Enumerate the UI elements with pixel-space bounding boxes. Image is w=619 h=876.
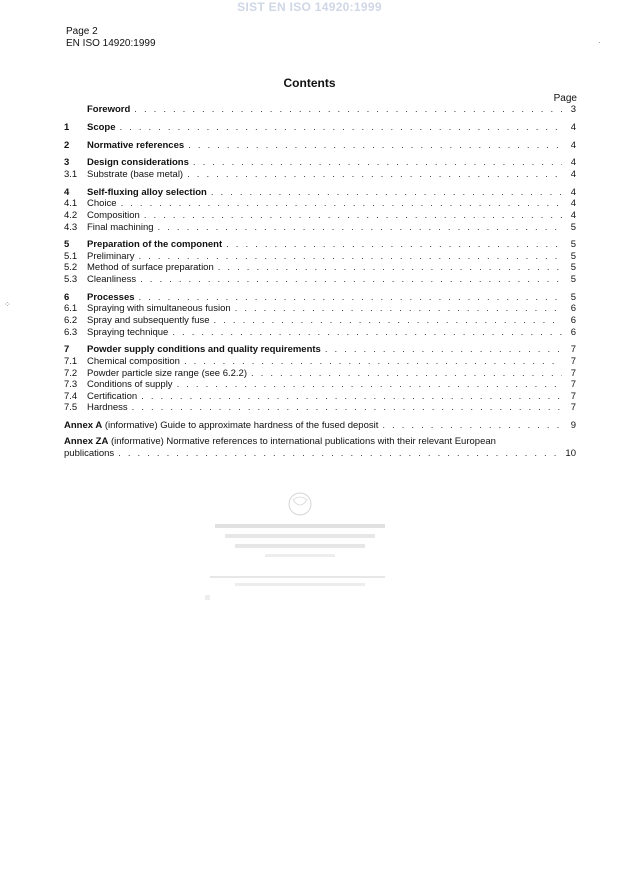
toc-entry-number: 6.2 (64, 315, 78, 327)
toc-entry[interactable] (64, 198, 576, 210)
toc-entry-number: 5.3 (64, 274, 78, 286)
toc-entry-title: Certification (87, 390, 138, 402)
toc-entry-number: 7.1 (64, 356, 78, 367)
toc-entry[interactable] (64, 122, 576, 134)
toc-entry[interactable] (64, 292, 576, 304)
toc-entry-page: 7 (570, 379, 576, 391)
toc-entry[interactable] (64, 391, 576, 403)
toc-entry[interactable] (64, 356, 576, 368)
toc-entry-title: Hardness (87, 402, 128, 414)
toc-entry-title: Preparation of the component (87, 239, 223, 251)
toc-entry-title: Powder particle size range (see 6.2.2) (87, 367, 247, 379)
toc-entry-page: 6 (570, 315, 576, 327)
leader-dots (193, 157, 562, 169)
leader-dots (382, 420, 562, 432)
toc-entry-page: 3 (570, 104, 576, 115)
leader-dots (177, 379, 562, 391)
toc-entry-title: Normative references (87, 139, 185, 151)
toc-entry-page: 7 (570, 367, 576, 379)
toc-entry[interactable] (64, 315, 576, 327)
toc-entry-annex-a[interactable] (64, 420, 576, 432)
leader-dots (218, 262, 562, 274)
toc-entry[interactable] (64, 251, 576, 263)
toc-entry[interactable] (64, 104, 576, 116)
toc-entry-page: 4 (570, 121, 576, 133)
toc-entry-page: 5 (570, 274, 576, 286)
annex-a-page: 9 (570, 419, 576, 431)
toc-entry-number: 7.3 (64, 379, 78, 391)
toc-entry[interactable] (64, 402, 576, 414)
toc-entry-number: 2 (64, 139, 70, 151)
toc-entry[interactable] (64, 274, 576, 286)
leader-dots (226, 239, 562, 251)
toc-entry[interactable] (64, 210, 576, 222)
toc-entry-title: Spray and subsequently fuse (87, 315, 210, 327)
toc-entry-number: 7.5 (64, 402, 78, 414)
leader-dots (188, 140, 562, 152)
leader-dots (139, 292, 562, 304)
toc-entry-title: Method of surface preparation (87, 262, 214, 274)
toc-entry[interactable] (64, 140, 576, 152)
toc-entry-number: 7.4 (64, 390, 78, 402)
leader-dots (132, 402, 562, 414)
toc-entry[interactable] (64, 222, 576, 234)
annex-za-title: (informative) Normative references to international publications with their relevant European (110, 435, 496, 447)
leader-dots (172, 327, 562, 339)
toc-entry-number: 4.2 (64, 209, 78, 221)
leader-dots (325, 344, 562, 356)
leader-dots (158, 222, 562, 234)
toc-entry-title: Final machining (87, 221, 154, 233)
toc-entry-page: 4 (570, 157, 576, 169)
leader-dots (214, 315, 562, 327)
scan-speck: ⁘ (4, 300, 11, 309)
toc-entry-number: 7 (64, 344, 70, 356)
toc-entry[interactable] (64, 157, 576, 169)
toc-entry-title: Preliminary (87, 250, 135, 262)
toc-entry-number: 5.1 (64, 250, 78, 262)
toc-entry-title: Powder supply conditions and quality requirements (87, 344, 321, 356)
scan-speck: · (598, 38, 601, 47)
leader-dots (187, 169, 562, 181)
toc-entry-page: 4 (570, 186, 576, 198)
annex-za-label: Annex ZA (64, 435, 109, 447)
toc-entry[interactable] (64, 303, 576, 315)
toc-entry-number: 3.1 (64, 168, 78, 180)
toc-entry-page: 4 (570, 139, 576, 151)
toc-entry[interactable] (64, 327, 576, 339)
toc-entry-page: 7 (570, 356, 576, 367)
library-stamp (205, 490, 395, 605)
toc-entry-page: 7 (570, 390, 576, 402)
leader-dots (144, 210, 562, 222)
toc-entry[interactable] (64, 239, 576, 251)
leader-dots (140, 274, 562, 286)
toc-entry-title: Spraying with simultaneous fusion (87, 303, 231, 315)
table-of-contents (64, 104, 576, 460)
toc-entry-title: Cleanliness (87, 274, 137, 286)
toc-entry-page: 4 (570, 168, 576, 180)
toc-entry-page: 5 (570, 221, 576, 233)
toc-entry-page: 6 (570, 326, 576, 338)
toc-entry-number: 4 (64, 186, 70, 198)
toc-entry-number: 4.3 (64, 221, 78, 233)
leader-dots (184, 356, 562, 368)
leader-dots (211, 187, 562, 199)
leader-dots (118, 448, 558, 460)
toc-entry[interactable] (64, 344, 576, 356)
leader-dots (120, 122, 562, 134)
toc-entry-page: 5 (570, 291, 576, 303)
toc-entry-number: 5.2 (64, 262, 78, 274)
toc-entry-number: 7.2 (64, 367, 78, 379)
toc-entry-title: Processes (87, 291, 135, 303)
toc-entry[interactable] (64, 368, 576, 380)
toc-entry[interactable] (64, 262, 576, 274)
annex-za-title-cont: publications (64, 447, 115, 459)
toc-entry-title: Design considerations (87, 157, 189, 169)
page-number: Page 2 (66, 26, 98, 37)
toc-entry-title: Self-fluxing alloy selection (87, 186, 207, 198)
standard-id: EN ISO 14920:1999 (66, 38, 156, 49)
page-column-label: Page (553, 93, 577, 104)
toc-entry-number: 5 (64, 239, 70, 251)
toc-entry-page: 5 (570, 262, 576, 274)
watermark: SIST EN ISO 14920:1999 (237, 0, 382, 14)
toc-entry-annex-za[interactable] (64, 436, 576, 460)
toc-entry-number: 1 (64, 121, 70, 133)
leader-dots (134, 104, 562, 116)
leader-dots (121, 198, 562, 210)
page-header (66, 26, 156, 50)
toc-list (64, 104, 576, 414)
toc-entry-page: 4 (570, 209, 576, 221)
toc-entry-page: 7 (570, 344, 576, 356)
toc-entry-page: 5 (570, 239, 576, 251)
toc-entry-title: Chemical composition (87, 356, 180, 367)
leader-dots (235, 303, 562, 315)
leader-dots (251, 368, 562, 380)
toc-entry-title: Conditions of supply (87, 379, 173, 391)
toc-entry-title: Spraying technique (87, 326, 169, 338)
toc-entry-title: Scope (87, 121, 116, 133)
toc-entry-title: Foreword (87, 104, 131, 115)
annex-za-page: 10 (565, 447, 576, 459)
toc-entry[interactable] (64, 187, 576, 199)
toc-entry-number: 3 (64, 157, 70, 169)
toc-entry-title: Composition (87, 209, 140, 221)
toc-entry-page: 5 (570, 250, 576, 262)
toc-entry[interactable] (64, 379, 576, 391)
toc-entry-number: 4.1 (64, 198, 78, 210)
toc-entry-page: 7 (570, 402, 576, 414)
leader-dots (139, 251, 562, 263)
toc-entry[interactable] (64, 169, 576, 181)
toc-entry-title: Choice (87, 198, 117, 210)
toc-entry-title: Substrate (base metal) (87, 168, 184, 180)
toc-entry-number: 6.1 (64, 303, 78, 315)
toc-entry-number: 6.3 (64, 326, 78, 338)
toc-entry-page: 4 (570, 198, 576, 210)
leader-dots (141, 391, 562, 403)
annex-a-title: (informative) Guide to approximate hardness of the fused deposit (104, 419, 379, 431)
annex-a-label: Annex A (64, 419, 103, 431)
toc-entry-number: 6 (64, 291, 70, 303)
page-title: Contents (283, 76, 336, 90)
toc-entry-page: 6 (570, 303, 576, 315)
